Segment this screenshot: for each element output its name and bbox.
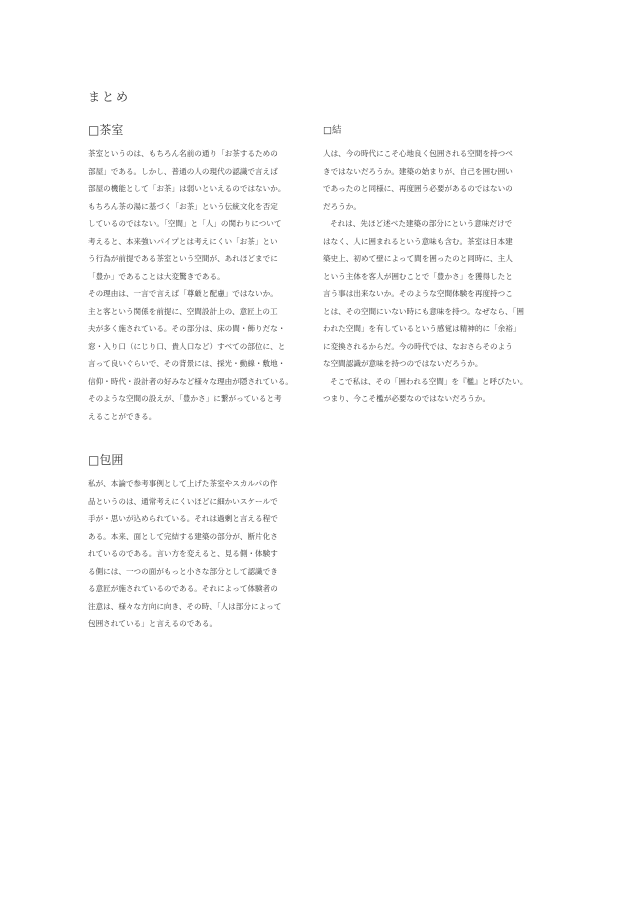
text-line: 言って良いぐらいで、その背景には、採光・動線・敷地・ [88,359,286,368]
text-line: 部屋の機能として「お茶」は弱いといえるのではないか。 [88,184,286,193]
text-line: 築史上、初めて壁によって間を囲ったのと同時に、主人 [323,254,513,263]
text-line: 「豊か」であることは大変驚きである。 [88,271,225,281]
text-line: れているのである。言い方を変えると、見る側・体験す [88,549,278,558]
text-line: に変換されるからだ。今の時代では、なおさらそのよう [323,341,513,351]
text-line: 主と客という関係を前提に、空間設計上の、意匠上の工 [88,306,278,316]
section-chashitsu [88,122,320,425]
text-line: はなく、人に囲まれるという意味も含む。茶室は日本建 [323,236,513,246]
text-line: そこで私は、その「囲われる空間」を『檻』と呼びたい。 [330,376,528,386]
text-line: る側には、一つの面がもっと小さな部分として認識でき [88,566,278,576]
section-heading-chashitsu: □茶室 [88,123,124,137]
text-line: つまり、今こそ檻が必要なのではないだろうか。 [323,394,491,403]
right-column [323,124,553,408]
section-hoi [88,452,320,633]
text-line: 包囲されている」と言えるのである。 [88,619,218,628]
section-spacer [88,425,320,452]
section-ketsu [323,124,553,408]
text-line: 信仰・時代・設計者の好みなど様々な理由が隠されている。 [88,376,294,386]
text-line: だろうか。 [323,201,361,211]
text-line: る意匠が施されているのである。それによって体験者の [88,584,278,593]
text-line: 部屋」である。しかし、普通の人の現代の認識で言えば [88,166,278,176]
text-line: えることができる。 [88,411,157,421]
text-line: しているのではない。「空間」と「人」の関わりについて [88,219,282,228]
text-line: 私が、本論で参考事例として上げた茶室やスカルパの作 [88,479,278,488]
text-line: 茶室というのは、もちろん名前の通り「お茶するための [88,149,278,158]
text-line: とは、その空間にいない時にも意味を持つ。なぜなら、「囲 [323,306,524,316]
section-body-hoi [88,475,320,633]
text-line: という主体を客人が囲むことで「豊かさ」を獲得したと [323,271,513,281]
text-line: 考えると、本来強いパイプとは考えにくい「お茶」とい [88,236,278,246]
text-line: 品というのは、通常考えにくいほどに細かいスケールで [88,496,278,506]
text-line: な空間認識が意味を持つのではないだろうか。 [323,359,483,368]
text-line: う行為が前提である茶室という空間が、あれほどまでに [88,254,278,263]
text-line: もちろん茶の湯に基づく「お茶」という伝統文化を否定 [88,201,278,211]
text-line: であったのと同様に、再度囲う必要があるのではないの [323,184,513,193]
text-line: 手が・思いが込められている。それは過剰と言える程で [88,514,278,523]
section-heading-ketsu: □結 [323,125,342,136]
text-line: ある。本来、面として完結する建築の部分が、断片化さ [88,531,278,541]
section-body-chashitsu [88,145,320,425]
text-line: その理由は、一言で言えば「尊厳と配慮」ではないか。 [88,289,278,298]
text-line: 窓・入り口（にじり口、貴人口など）すべての部位に、と [88,341,286,351]
text-line: 夫が多く施されている。その部分は、床の間・飾りだな・ [88,324,286,333]
text-line: それは、先ほど述べた建築の部分にという意味だけで [330,219,513,228]
section-body-ketsu [323,145,553,408]
page-title: まとめ [88,90,131,104]
text-line: 言う事は出来ないか。そのような空間体験を再度持つこ [323,289,513,298]
text-line: きではないだろうか。建築の始まりが、自己を囲む囲い [323,166,513,176]
left-column [88,122,320,633]
text-line: 人は、今の時代にこそ心地良く包囲される空間を持つべ [323,149,513,158]
section-heading-hoi: □包囲 [88,453,124,467]
text-line: われた空間」を有しているという感覚は精神的に「余裕」 [323,324,521,333]
text-line: 注意は、様々な方向に向き、その時、「人は部分によって [88,601,282,611]
text-line: そのような空間の設えが、「豊かさ」に繋がっていると考 [88,394,282,403]
